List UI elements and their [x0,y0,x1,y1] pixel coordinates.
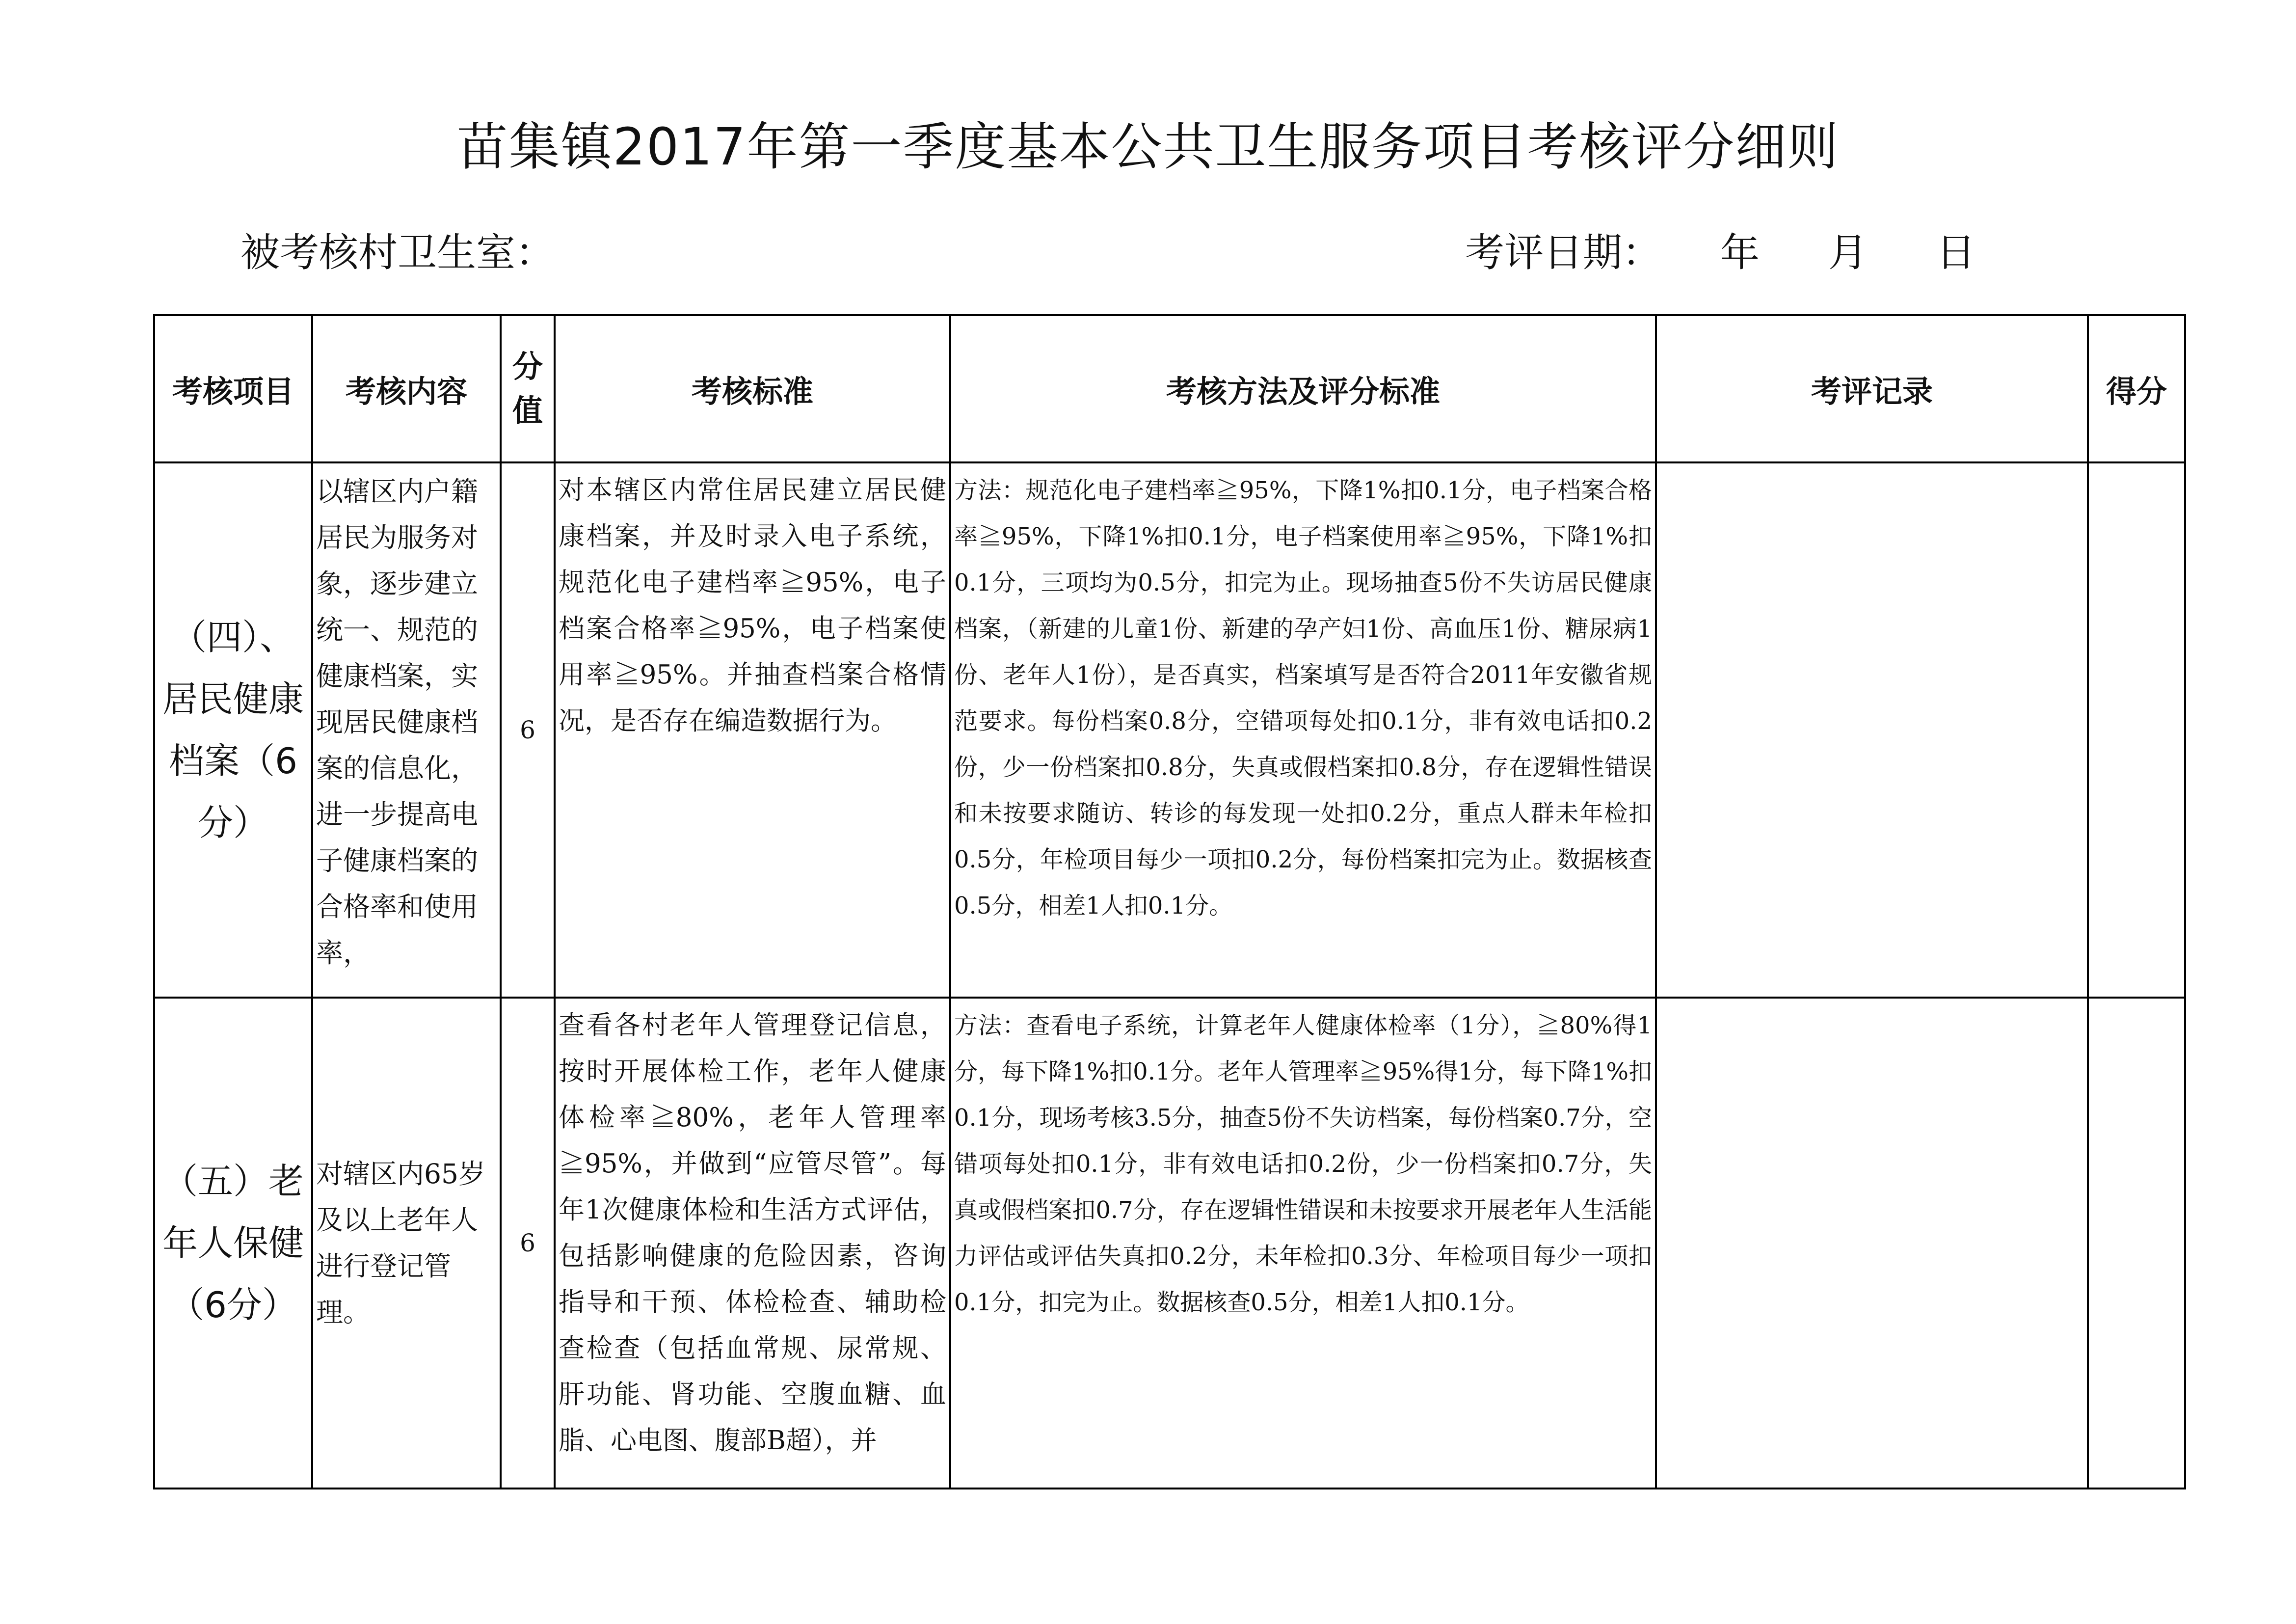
date-label: 考评日期： [1465,230,1661,275]
header-score: 分值 [501,315,555,462]
scoring-table [153,314,2186,1489]
row-points[interactable] [2088,998,2185,1489]
header-record: 考评记录 [1656,315,2088,462]
evaluation-date [1465,221,1976,277]
header-points: 得分 [2088,315,2185,462]
row-record[interactable] [1656,998,2088,1489]
table-row [154,462,2185,998]
village-clinic-label: 被考核村卫生室： [240,230,555,275]
row-project: （五）老年人保健（6分） [154,998,312,1489]
row-score: 6 [501,998,555,1489]
row-content: 以辖区内户籍居民为服务对象，逐步建立统一、规范的健康档案，实现居民健康档案的信息化，进一步提高电子健康档案的合格率和使用率， [312,462,501,998]
row-project: （四）、居民健康档案（6分） [154,462,312,998]
row-content: 对辖区内65岁及以上老年人进行登记管理。 [312,998,501,1489]
date-month: 月 [1828,230,1868,275]
header-project: 考核项目 [154,315,312,462]
date-day: 日 [1936,230,1976,275]
header-standard: 考核标准 [555,315,950,462]
document-title: 苗集镇2017年第一季度基本公共卫生服务项目考核评分细则 [456,117,1840,177]
date-year: 年 [1720,230,1760,275]
row-record[interactable] [1656,462,2088,998]
header-method: 考核方法及评分标准 [950,315,1656,462]
row-standard: 查看各村老年人管理登记信息，按时开展体检工作，老年人健康体检率≧80%，老年人管理率≧95%，并做到“应管尽管”。每年1次健康体检和生活方式评估，包括影响健康的危险因素，咨询指导和干预、体检检查、辅助检查检查（包括血常规、尿常规、肝功能、肾功能、空腹血糖、血脂、心电图、腹部B超），并 [555,998,950,1489]
row-method: 方法：规范化电子建档率≧95%，下降1%扣0.1分，电子档案合格率≧95%，下降1%扣0.1分，电子档案使用率≧95%，下降1%扣0.1分，三项均为0.5分，扣完为止。现场抽查5份不失访居民健康档案，（新建的儿童1份、新建的孕产妇1份、高血压1份、糖尿病1份、老年人1份），是否真实，档案填写是否符合2011年安徽省规范要求。每份档案0.8分，空错项每处扣0.1分，非有效电话扣0.2份，少一份档案扣0.8分，失真或假档案扣0.8分，存在逻辑性错误和未按要求随访、转诊的每发现一处扣0.2分，重点人群未年检扣0.5分，年检项目每少一项扣0.2分，每份档案扣完为止。数据核查0.5分，相差1人扣0.1分。 [950,462,1656,998]
table-header-row [154,315,2185,462]
row-standard: 对本辖区内常住居民建立居民健康档案，并及时录入电子系统，规范化电子建档率≧95%，电子档案合格率≧95%，电子档案使用率≧95%。并抽查档案合格情况，是否存在编造数据行为。 [555,462,950,998]
row-points[interactable] [2088,462,2185,998]
header-content: 考核内容 [312,315,501,462]
row-method: 方法：查看电子系统，计算老年人健康体检率（1分），≧80%得1分，每下降1%扣0.1分。老年人管理率≧95%得1分，每下降1%扣0.1分，现场考核3.5分，抽查5份不失访档案，每份档案0.7分，空错项每处扣0.1分，非有效电话扣0.2份，少一份档案扣0.7分，失真或假档案扣0.7分，存在逻辑性错误和未按要求开展老年人生活能力评估或评估失真扣0.2分，未年检扣0.3分、年检项目每少一项扣0.1分，扣完为止。数据核查0.5分，相差1人扣0.1分。 [950,998,1656,1489]
row-score: 6 [501,462,555,998]
table-row [154,998,2185,1489]
